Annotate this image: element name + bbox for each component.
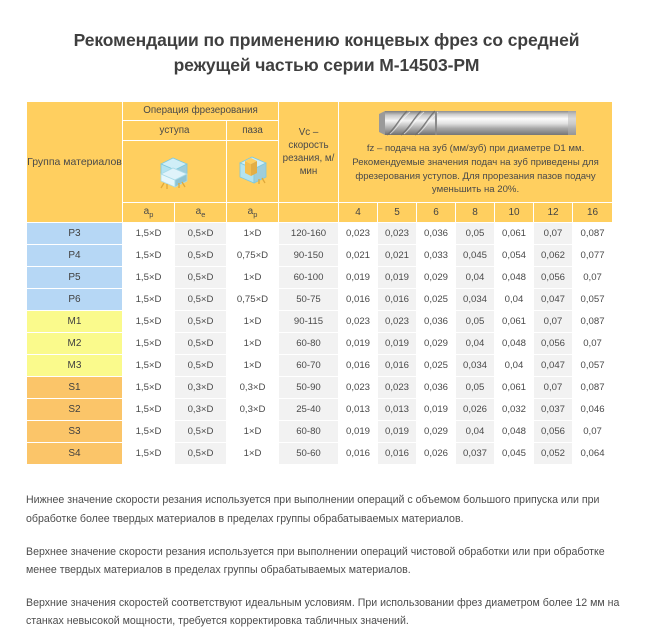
material-group-cell: P3 [27,223,123,245]
header-cutting-speed-label: Vc – скорость резания, м/мин [282,126,335,178]
feed-per-tooth-cell-d8: 0,037 [456,443,495,465]
header-ap-shoulder: $a_p$ [123,203,175,223]
header-ae-shoulder-sub: e [201,210,206,220]
ae-shoulder-cell: 0,5×D [175,421,227,443]
spec-table-wrapper [26,101,612,466]
feed-per-tooth-cell-d8: 0,034 [456,355,495,377]
feed-per-tooth-cell-d5: 0,019 [378,267,417,289]
table-row [27,399,613,421]
ap-slot-cell: 1×D [227,223,279,245]
feed-per-tooth-cell-d4: 0,023 [339,223,378,245]
feed-note-text: fz – подача на зуб (мм/зуб) при диаметре D1 мм. Рекомендуемые значения подач на зуб приведены для фрезерования уступов. Для прорезания пазов подачу уменьшить на 20%. [352,142,599,196]
feed-per-tooth-cell-d4: 0,016 [339,443,378,465]
table-row [27,311,613,333]
feed-per-tooth-cell-d8: 0,04 [456,421,495,443]
feed-per-tooth-cell-d8: 0,05 [456,223,495,245]
header-shoulder-milling: уступа [123,121,227,141]
cutting-speed-cell: 120-160 [279,223,339,245]
ap-shoulder-cell: 1,5×D [123,443,175,465]
feed-per-tooth-cell-d16: 0,064 [573,443,613,465]
header-material-group: Группа материалов [27,101,123,223]
material-group-cell: P6 [27,289,123,311]
feed-per-tooth-cell-d5: 0,019 [378,421,417,443]
feed-per-tooth-cell-d12: 0,07 [534,223,573,245]
feed-per-tooth-cell-d5: 0,023 [378,311,417,333]
shoulder-milling-icon-cell [123,141,227,203]
ae-shoulder-cell: 0,5×D [175,245,227,267]
table-row [27,267,613,289]
material-group-cell: P4 [27,245,123,267]
feed-per-tooth-cell-d5: 0,016 [378,443,417,465]
feed-per-tooth-cell-d4: 0,019 [339,333,378,355]
cutting-speed-cell: 60-100 [279,267,339,289]
material-group-cell: S3 [27,421,123,443]
feed-per-tooth-cell-d6: 0,033 [417,245,456,267]
header-diameter-12: 12 [534,203,573,223]
ae-shoulder-cell: 0,5×D [175,289,227,311]
cutting-speed-cell: 50-75 [279,289,339,311]
ae-shoulder-cell: 0,5×D [175,267,227,289]
note-paragraph-2: Верхнее значение скорости резания используется при выполнении операций чистовой обработки или при обработке менее твердых материалов в пределах группы обрабатываемых материалов. [26,545,605,577]
table-row [27,355,613,377]
feed-per-tooth-cell-d6: 0,036 [417,311,456,333]
ap-shoulder-cell: 1,5×D [123,333,175,355]
ap-shoulder-cell: 1,5×D [123,355,175,377]
feed-per-tooth-cell-d16: 0,057 [573,289,613,311]
feed-per-tooth-cell-d12: 0,037 [534,399,573,421]
feed-per-tooth-cell-d16: 0,087 [573,223,613,245]
feed-per-tooth-cell-d16: 0,046 [573,399,613,421]
table-row [27,377,613,399]
slot-milling-icon [232,149,274,195]
ap-shoulder-cell: 1,5×D [123,377,175,399]
ap-slot-cell: 0,75×D [227,245,279,267]
feed-per-tooth-cell-d8: 0,05 [456,311,495,333]
header-ap-slot: $a_p$ [227,203,279,223]
ap-shoulder-cell: 1,5×D [123,289,175,311]
feed-per-tooth-cell-d12: 0,062 [534,245,573,267]
feed-per-tooth-cell-d16: 0,07 [573,421,613,443]
feed-per-tooth-cell-d5: 0,013 [378,399,417,421]
ap-shoulder-cell: 1,5×D [123,267,175,289]
feed-per-tooth-cell-d4: 0,013 [339,399,378,421]
note-paragraph-1: Нижнее значение скорости резания используется при выполнении операций с объемом большого припуска или при обработке более твердых материалов в пределах группы обрабатываемых материалов. [26,494,600,525]
feed-per-tooth-cell-d12: 0,047 [534,289,573,311]
feed-per-tooth-cell-d12: 0,07 [534,377,573,399]
ap-shoulder-cell: 1,5×D [123,311,175,333]
table-row [27,223,613,245]
material-group-cell: S4 [27,443,123,465]
ap-slot-cell: 1×D [227,267,279,289]
header-ae-shoulder: $a_e$ [175,203,227,223]
feed-per-tooth-cell-d16: 0,057 [573,355,613,377]
material-group-cell: M1 [27,311,123,333]
cutting-speed-cell: 90-115 [279,311,339,333]
feed-per-tooth-cell-d6: 0,026 [417,443,456,465]
cutting-speed-cell: 60-80 [279,421,339,443]
feed-per-tooth-cell-d4: 0,023 [339,377,378,399]
feed-per-tooth-cell-d5: 0,016 [378,355,417,377]
material-group-cell: M3 [27,355,123,377]
ap-slot-cell: 1×D [227,333,279,355]
feed-per-tooth-cell-d10: 0,061 [495,311,534,333]
table-row [27,289,613,311]
feed-per-tooth-cell-d8: 0,04 [456,267,495,289]
feed-per-tooth-cell-d6: 0,019 [417,399,456,421]
feed-per-tooth-cell-d12: 0,052 [534,443,573,465]
feed-per-tooth-cell-d6: 0,029 [417,333,456,355]
feed-per-tooth-cell-d16: 0,087 [573,311,613,333]
feed-per-tooth-cell-d10: 0,061 [495,377,534,399]
ap-shoulder-cell: 1,5×D [123,245,175,267]
feed-per-tooth-cell-d5: 0,021 [378,245,417,267]
ap-shoulder-cell: 1,5×D [123,399,175,421]
ap-shoulder-cell: 1,5×D [123,223,175,245]
feed-per-tooth-cell-d4: 0,019 [339,267,378,289]
feed-per-tooth-cell-d10: 0,048 [495,421,534,443]
feed-per-tooth-cell-d4: 0,016 [339,355,378,377]
table-header-row-1 [27,101,613,121]
table-row [27,421,613,443]
header-diameter-4: 4 [339,203,378,223]
table-row [27,333,613,355]
feed-per-tooth-cell-d10: 0,048 [495,267,534,289]
feed-per-tooth-cell-d10: 0,048 [495,333,534,355]
feed-per-tooth-cell-d4: 0,021 [339,245,378,267]
ae-shoulder-cell: 0,3×D [175,399,227,421]
milling-recommendations-table [26,101,613,466]
feed-per-tooth-cell-d8: 0,05 [456,377,495,399]
table-row [27,245,613,267]
feed-per-tooth-cell-d10: 0,032 [495,399,534,421]
material-group-cell: S1 [27,377,123,399]
feed-per-tooth-cell-d16: 0,07 [573,333,613,355]
feed-per-tooth-cell-d5: 0,023 [378,223,417,245]
cutting-speed-cell: 60-70 [279,355,339,377]
feed-per-tooth-cell-d6: 0,025 [417,355,456,377]
feed-per-tooth-cell-d12: 0,07 [534,311,573,333]
ap-slot-cell: 0,3×D [227,377,279,399]
feed-per-tooth-cell-d5: 0,023 [378,377,417,399]
ae-shoulder-cell: 0,5×D [175,333,227,355]
feed-per-tooth-cell-d5: 0,019 [378,333,417,355]
feed-per-tooth-cell-d12: 0,056 [534,421,573,443]
header-vc-spacer [279,203,339,223]
feed-per-tooth-cell-d4: 0,016 [339,289,378,311]
feed-per-tooth-cell-d10: 0,04 [495,355,534,377]
page-title: Рекомендации по применению концевых фрез со средней режущей частью серии M-14503-PM [73,30,580,76]
feed-per-tooth-cell-d6: 0,036 [417,223,456,245]
feed-per-tooth-cell-d8: 0,045 [456,245,495,267]
header-diameter-8: 8 [456,203,495,223]
header-milling-operation: Операция фрезерования [123,101,279,121]
cutting-speed-cell: 50-60 [279,443,339,465]
feed-per-tooth-cell-d8: 0,04 [456,333,495,355]
material-group-cell: S2 [27,399,123,421]
ae-shoulder-cell: 0,5×D [175,355,227,377]
feed-per-tooth-cell-d10: 0,04 [495,289,534,311]
feed-per-tooth-cell-d6: 0,036 [417,377,456,399]
ae-shoulder-cell: 0,5×D [175,223,227,245]
ap-shoulder-cell: 1,5×D [123,421,175,443]
header-cutting-speed [279,101,339,203]
cutting-speed-cell: 90-150 [279,245,339,267]
header-slot-milling: паза [227,121,279,141]
header-ap-shoulder-sub: p [149,210,154,220]
header-feed-per-tooth-note [339,101,613,203]
header-diameter-5: 5 [378,203,417,223]
feed-per-tooth-cell-d16: 0,07 [573,267,613,289]
feed-per-tooth-cell-d6: 0,029 [417,421,456,443]
end-mill-photo [373,108,578,138]
notes-section [26,491,626,630]
slot-milling-icon-cell [227,141,279,203]
feed-per-tooth-cell-d6: 0,025 [417,289,456,311]
cutting-speed-cell: 50-90 [279,377,339,399]
feed-per-tooth-cell-d10: 0,045 [495,443,534,465]
header-diameter-6: 6 [417,203,456,223]
feed-per-tooth-cell-d12: 0,056 [534,333,573,355]
ap-slot-cell: 1×D [227,311,279,333]
feed-per-tooth-cell-d4: 0,019 [339,421,378,443]
feed-per-tooth-cell-d6: 0,029 [417,267,456,289]
cutting-speed-cell: 60-80 [279,333,339,355]
feed-per-tooth-cell-d10: 0,054 [495,245,534,267]
ap-slot-cell: 1×D [227,443,279,465]
feed-per-tooth-cell-d16: 0,087 [573,377,613,399]
ap-slot-cell: 0,75×D [227,289,279,311]
note-paragraph-3: Верхние значения скоростей соответствуют идеальным условиям. При использовании фрез диаметром более 12 мм на станках невысокой мощности, требуется корректировка табличных значений. [26,597,620,628]
feed-per-tooth-cell-d12: 0,047 [534,355,573,377]
header-diameter-16: 16 [573,203,613,223]
header-ap-slot-sub: p [253,210,258,220]
feed-per-tooth-cell-d16: 0,077 [573,245,613,267]
ap-slot-cell: 1×D [227,421,279,443]
material-group-cell: P5 [27,267,123,289]
ap-slot-cell: 0,3×D [227,399,279,421]
shoulder-milling-icon [151,149,199,195]
ae-shoulder-cell: 0,5×D [175,311,227,333]
ap-slot-cell: 1×D [227,355,279,377]
table-row [27,443,613,465]
feed-per-tooth-cell-d4: 0,023 [339,311,378,333]
header-diameter-10: 10 [495,203,534,223]
ae-shoulder-cell: 0,3×D [175,377,227,399]
feed-per-tooth-cell-d5: 0,016 [378,289,417,311]
feed-per-tooth-cell-d8: 0,026 [456,399,495,421]
material-group-cell: M2 [27,333,123,355]
feed-per-tooth-cell-d10: 0,061 [495,223,534,245]
ae-shoulder-cell: 0,5×D [175,443,227,465]
cutting-speed-cell: 25-40 [279,399,339,421]
feed-per-tooth-cell-d8: 0,034 [456,289,495,311]
feed-per-tooth-cell-d12: 0,056 [534,267,573,289]
